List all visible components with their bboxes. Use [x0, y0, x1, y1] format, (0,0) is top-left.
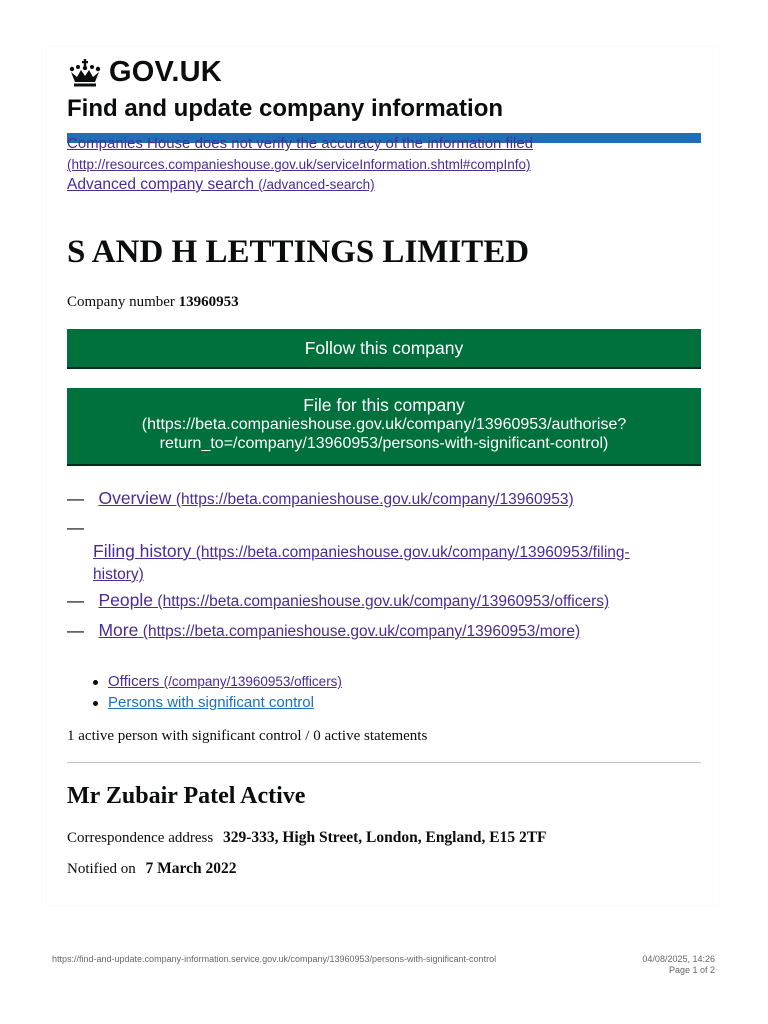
address-value: 329-333, High Street, London, England, E15 2TF [222, 829, 547, 846]
advanced-search-link[interactable] [67, 176, 375, 194]
more-link[interactable] [98, 620, 581, 640]
nav-item-more[interactable] [67, 620, 707, 641]
company-name: S AND H LETTINGS LIMITED [67, 234, 530, 270]
section-divider [67, 762, 701, 763]
nav-item-filing-history[interactable] [67, 518, 707, 586]
officers-url: (/company/13960953/officers) [163, 674, 342, 689]
footer-meta [642, 954, 715, 976]
nav-dash: — [67, 591, 84, 610]
people-link[interactable] [98, 590, 610, 610]
notified-on-row [67, 860, 236, 878]
officers-link[interactable] [108, 673, 342, 690]
notified-label: Notified on [67, 861, 136, 877]
footer-page-number: Page 1 of 2 [668, 965, 715, 975]
service-name[interactable]: Find and update company information [67, 95, 504, 122]
nav-dash: — [67, 489, 84, 508]
company-number-label: Company number [67, 294, 175, 310]
advanced-search-label: Advanced company search [67, 176, 254, 193]
overview-link[interactable] [98, 488, 574, 508]
psc-summary: 1 active person with significant control / 0 active statements [67, 728, 428, 744]
filing-history-link[interactable] [93, 541, 630, 583]
people-url: (https://beta.companieshouse.gov.uk/company/13960953/officers) [157, 593, 610, 610]
filing-history-url-line1: (https://beta.companieshouse.gov.uk/company/13960953/filing- [195, 544, 630, 561]
file-for-company-button[interactable] [67, 388, 701, 464]
company-number-value: 13960953 [178, 294, 239, 310]
nav-dash: — [67, 621, 84, 640]
overview-url: (https://beta.companieshouse.gov.uk/company/13960953) [175, 491, 574, 508]
govuk-logo[interactable] [67, 56, 222, 89]
accuracy-notice-url[interactable]: (http://resources.companieshouse.gov.uk/serviceInformation.shtml#compInfo) [67, 157, 531, 172]
file-button-title: File for this company [303, 395, 465, 415]
list-item [108, 671, 342, 692]
filing-history-label: Filing history [93, 541, 192, 561]
overview-label: Overview [98, 488, 172, 508]
file-button-url-line1: (https://beta.companieshouse.gov.uk/company/13960953/authorise? [141, 416, 627, 433]
officers-label: Officers [108, 673, 160, 690]
nav-item-overview[interactable] [67, 488, 707, 509]
correspondence-address-row [67, 829, 547, 847]
sub-nav-list [108, 671, 342, 713]
people-label: People [98, 590, 153, 610]
file-button-url-line2: return_to=/company/13960953/persons-with-significant-control) [159, 435, 609, 452]
psc-link[interactable]: Persons with significant control [108, 694, 314, 711]
company-number [67, 294, 239, 311]
list-item [108, 692, 342, 713]
more-url: (https://beta.companieshouse.gov.uk/company/13960953/more) [142, 623, 581, 640]
accuracy-notice-link[interactable]: Companies House does not verify the accuracy of the information filed [67, 135, 534, 152]
nav-item-people[interactable] [67, 590, 707, 611]
address-label: Correspondence address [67, 830, 214, 846]
notified-value: 7 March 2022 [145, 860, 237, 877]
person-name-status: Mr Zubair Patel Active [67, 783, 306, 809]
advanced-search-url: (/advanced-search) [258, 177, 375, 192]
footer-url: https://find-and-update.company-information.service.gov.uk/company/13960953/persons-with-significant-control [52, 954, 497, 964]
more-label: More [98, 620, 139, 640]
crown-icon [67, 58, 103, 88]
filing-history-url-line2: history) [93, 566, 144, 583]
footer-datetime: 04/08/2025, 14:26 [642, 954, 715, 964]
nav-dash: — [67, 518, 84, 537]
govuk-logo-text: GOV.UK [109, 56, 222, 88]
follow-company-button[interactable]: Follow this company [67, 329, 701, 367]
